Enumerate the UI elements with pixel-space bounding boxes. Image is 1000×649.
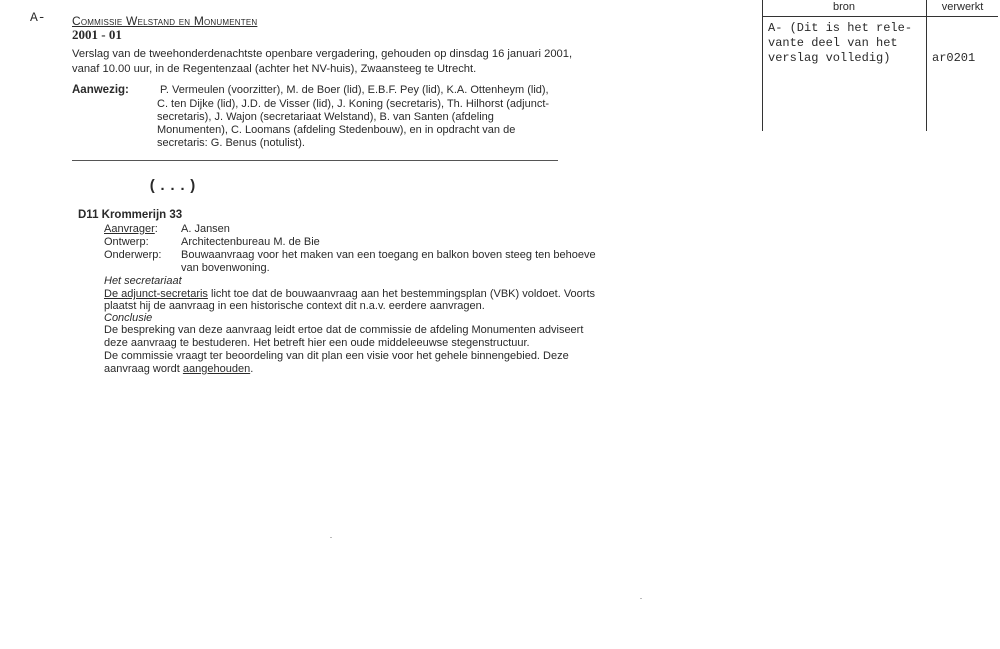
conclusion-heading: Conclusie xyxy=(104,312,153,324)
attendees-label: Aanwezig: xyxy=(72,84,129,96)
attendees-line: secretaris: G. Benus (notulist). xyxy=(157,137,305,149)
conclusion-line: De commissie vraagt ter beoordeling van dit plan een visie voor het gehele binnengebied. Deze xyxy=(104,350,569,362)
margin-mark: A- xyxy=(30,10,46,25)
processed-column-header: verwerkt xyxy=(941,1,984,13)
attendees-line: secretaris), J. Wajon (secretariaat Welstand), B. van Santen (afdeling xyxy=(157,111,494,123)
secretariat-heading: Het secretariaat xyxy=(104,275,182,287)
processed-code: ar0201 xyxy=(932,51,976,65)
applicant-value: A. Jansen xyxy=(181,223,230,235)
subject-line: Bouwaanvraag voor het maken van een toegang en balkon boven steeg ten behoeve xyxy=(181,249,596,261)
designer-label: Ontwerp: xyxy=(104,236,149,248)
secretariat-text: plaatst hij de aanvraag in een historische context dit n.a.v. eerdere aanvragen. xyxy=(104,300,485,312)
conclusion-line: deze aanvraag te bestuderen. Het betreft hier een oude middeleeuwse stegenstructuur. xyxy=(104,337,530,349)
conclusion-line: De bespreking van deze aanvraag leidt ertoe dat de commissie de afdeling Monumenten adviseert xyxy=(104,324,584,336)
subject-line: van bovenwoning. xyxy=(181,262,270,274)
designer-value: Architectenbureau M. de Bie xyxy=(181,236,320,248)
subject-label: Onderwerp: xyxy=(104,249,162,261)
intro-line: Verslag van de tweehonderdenachtste openbare vergadering, gehouden op dinsdag 16 januari 2001, xyxy=(72,48,573,60)
conclusion-decision: aanvraag wordt aangehouden. xyxy=(104,363,254,375)
attendees-line: P. Vermeulen (voorzitter), M. de Boer (lid), E.B.F. Pey (lid), K.A. Ottenheym (lid), xyxy=(160,84,549,96)
intro-line: vanaf 10.00 uur, in de Regentenzaal (achter het NV-huis), Zwaansteeg te Utrecht. xyxy=(72,63,477,75)
source-note-line: verslag volledig) xyxy=(768,51,891,65)
attendees-line: C. ten Dijke (lid), J.D. de Visser (lid), J. Koning (secretaris), Th. Hilhorst (adjunct- xyxy=(157,98,550,110)
source-column-header: bron xyxy=(832,1,856,13)
section-divider xyxy=(72,160,558,161)
committee-name: Commissie Welstand en Monumenten xyxy=(72,14,258,28)
applicant-label: Aanvrager: xyxy=(104,223,158,235)
secretariat-text: De adjunct-secretaris licht toe dat de bouwaanvraag aan het bestemmingsplan (VBK) voldoet. Voorts xyxy=(104,288,596,300)
attendees-line: Monumenten), C. Loomans (afdeling Stedenbouw), en in opdracht van de xyxy=(157,124,516,136)
omission-marker: (...) xyxy=(148,178,199,195)
source-note-line: A- (Dit is het rele- xyxy=(768,21,913,35)
case-title: D11 Krommerijn 33 xyxy=(78,209,183,221)
source-note-line: vante deel van het xyxy=(768,36,898,50)
source-table xyxy=(762,0,998,131)
session-number: 2001 - 01 xyxy=(72,27,122,42)
